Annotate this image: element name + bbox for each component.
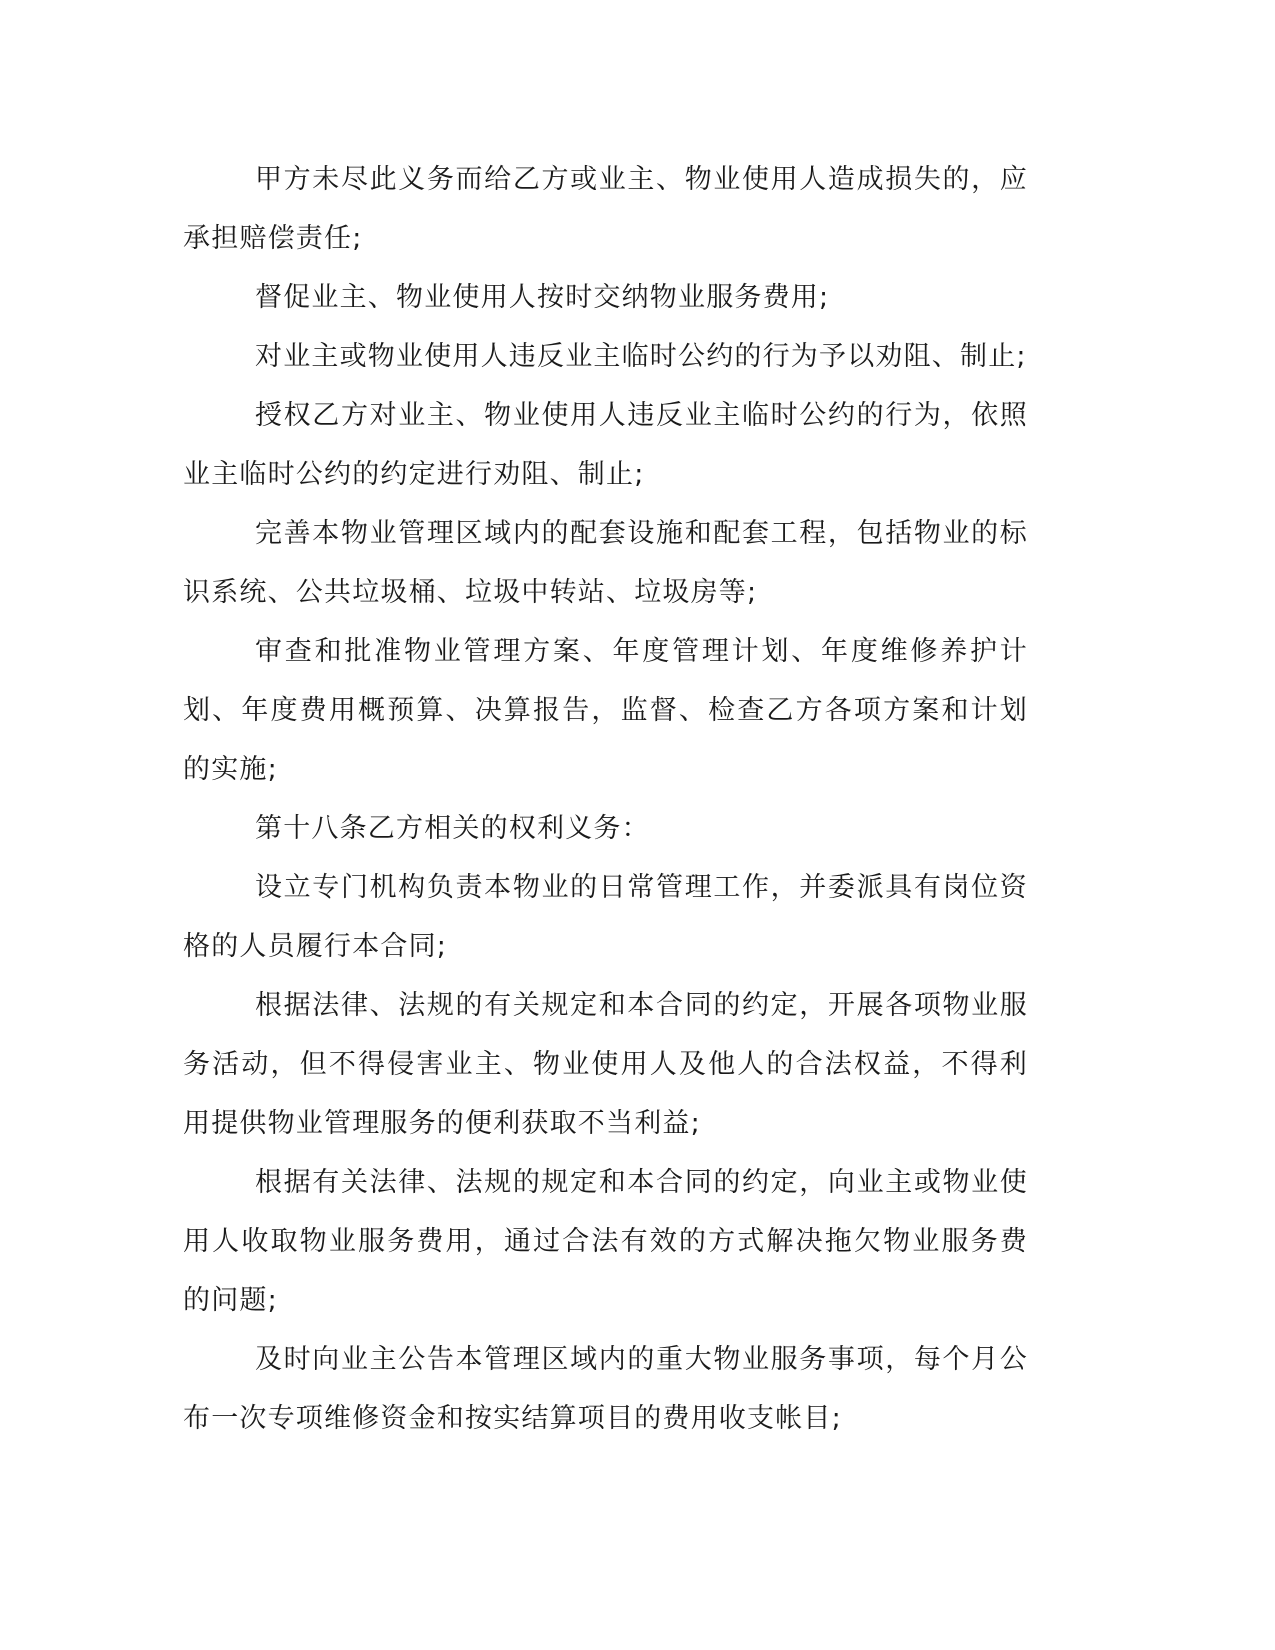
paragraph: 及时向业主公告本管理区域内的重大物业服务事项，每个月公布一次专项维修资金和按实结算项目的费用收支帐目; xyxy=(183,1344,1028,1434)
paragraph: 设立专门机构负责本物业的日常管理工作，并委派具有岗位资格的人员履行本合同; xyxy=(183,872,1028,962)
paragraph: 授权乙方对业主、物业使用人违反业主临时公约的行为，依照业主临时公约的约定进行劝阻、制止; xyxy=(183,400,1028,490)
paragraph: 完善本物业管理区域内的配套设施和配套工程，包括物业的标识系统、公共垃圾桶、垃圾中转站、垃圾房等; xyxy=(183,518,1028,608)
section-heading: 第十八条乙方相关的权利义务： xyxy=(255,813,650,844)
paragraph: 督促业主、物业使用人按时交纳物业服务费用; xyxy=(255,282,830,313)
paragraph: 根据有关法律、法规的规定和本合同的约定，向业主或物业使用人收取物业服务费用，通过合法有效的方式解决拖欠物业服务费的问题; xyxy=(183,1167,1028,1316)
document-body xyxy=(183,150,1028,1448)
paragraph: 甲方未尽此义务而给乙方或业主、物业使用人造成损失的，应承担赔偿责任; xyxy=(183,164,1028,254)
paragraph: 审查和批准物业管理方案、年度管理计划、年度维修养护计划、年度费用概预算、决算报告，监督、检查乙方各项方案和计划的实施; xyxy=(183,636,1028,785)
paragraph: 根据法律、法规的有关规定和本合同的约定，开展各项物业服务活动，但不得侵害业主、物业使用人及他人的合法权益，不得利用提供物业管理服务的便利获取不当利益; xyxy=(183,990,1028,1139)
paragraph: 对业主或物业使用人违反业主临时公约的行为予以劝阻、制止; xyxy=(255,341,1027,372)
